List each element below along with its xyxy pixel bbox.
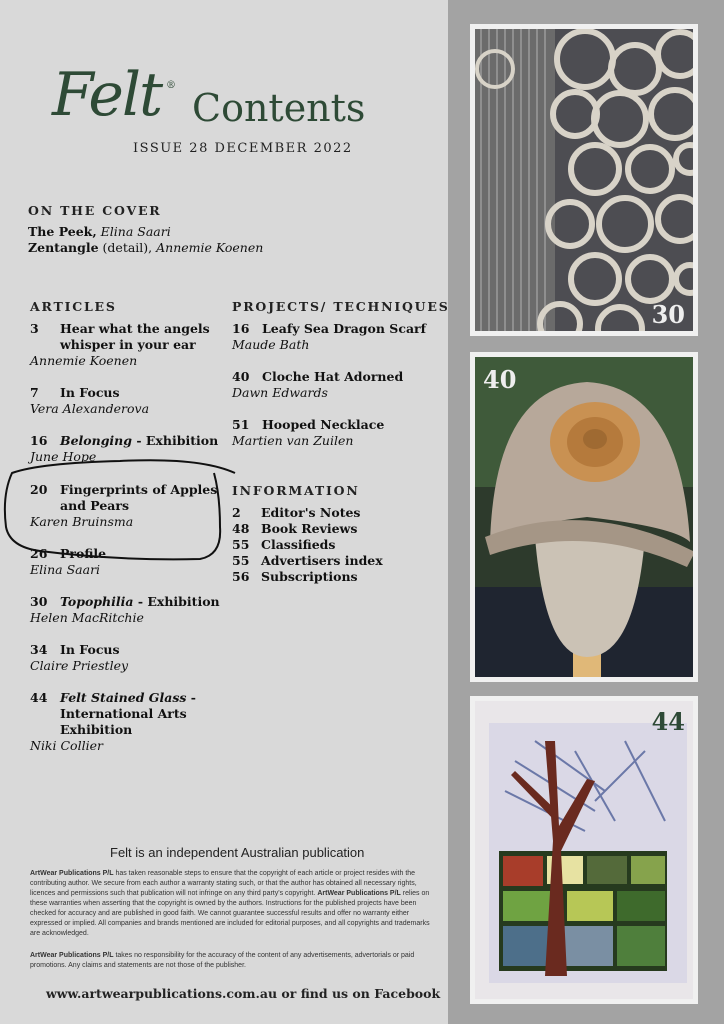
info-page: 2 <box>232 505 241 520</box>
project-author: Dawn Edwards <box>232 385 328 400</box>
article-page: 20 <box>30 482 48 497</box>
project-page: 16 <box>232 321 250 336</box>
info-entry[interactable] <box>232 569 432 585</box>
info-title: Subscriptions <box>261 569 358 584</box>
info-entry[interactable] <box>232 553 432 569</box>
photo-page-number: 30 <box>651 300 685 329</box>
issue-line: ISSUE 28 DECEMBER 2022 <box>133 141 353 156</box>
info-title: Advertisers index <box>261 553 383 568</box>
cover-photo-zentangle[interactable] <box>470 24 698 336</box>
article-title-italic: Belonging <box>60 433 133 448</box>
article-title-italic: Topophilia <box>60 594 134 609</box>
article-page: 26 <box>30 546 48 561</box>
cover-detail-note: (detail), <box>98 240 157 255</box>
article-title-italic: Felt Stained Glass <box>60 690 187 705</box>
felt-logo: Felt <box>52 60 162 130</box>
project-title: Cloche Hat Adorned <box>262 369 404 384</box>
info-title: Book Reviews <box>261 521 358 536</box>
publisher-name: ArtWear Publications P/L <box>30 870 114 877</box>
article-photo-stained-glass[interactable] <box>470 696 698 1004</box>
photo-page-number: 40 <box>483 365 517 394</box>
info-page: 55 <box>232 553 250 568</box>
article-title <box>60 690 196 706</box>
article-author: Helen MacRitchie <box>30 610 144 625</box>
article-author: Annemie Koenen <box>30 353 138 368</box>
article-page: 3 <box>30 321 39 336</box>
cover-heading: ON THE COVER <box>28 203 162 218</box>
info-title: Classifieds <box>261 537 336 552</box>
cover-work-title: The Peek, <box>28 224 97 239</box>
stained-glass-image <box>475 701 698 1004</box>
copyright-disclaimer <box>30 869 430 939</box>
project-entry[interactable] <box>232 369 432 403</box>
disclaimer-text: takes no responsibility for the accuracy of the content of any advertisements, advertorials or paid promotions. Any claims and statements are not those of the publisher. <box>30 952 415 969</box>
info-entry[interactable] <box>232 521 432 537</box>
project-author: Martien van Zuilen <box>232 433 354 448</box>
article-title: whisper in your ear <box>60 337 196 352</box>
project-entry[interactable] <box>232 321 432 355</box>
article-page: 34 <box>30 642 48 657</box>
article-author: Claire Priestley <box>30 658 129 673</box>
cloche-hat-image <box>475 357 698 682</box>
page-title: Contents <box>192 86 366 130</box>
project-entry[interactable] <box>232 417 432 451</box>
zentangle-image <box>475 29 698 336</box>
project-page: 40 <box>232 369 250 384</box>
cover-artist: Elina Saari <box>100 224 171 239</box>
cover-credit <box>28 240 263 255</box>
cover-credit <box>28 224 171 239</box>
article-author: Elina Saari <box>30 562 101 577</box>
article-title: In Focus <box>60 385 120 400</box>
article-page: 30 <box>30 594 48 609</box>
info-entry[interactable] <box>232 505 432 521</box>
article-entry[interactable] <box>30 690 230 756</box>
info-title: Editor's Notes <box>261 505 361 520</box>
article-title <box>60 433 218 449</box>
article-entry[interactable] <box>30 321 230 371</box>
publisher-name: ArtWear Publications P/L <box>317 890 401 897</box>
article-page: 16 <box>30 433 48 448</box>
article-page: 7 <box>30 385 39 400</box>
article-author: Karen Bruinsma <box>30 514 134 529</box>
info-entry[interactable] <box>232 537 432 553</box>
article-page: 44 <box>30 690 48 705</box>
advertising-disclaimer <box>30 951 430 971</box>
projects-heading: PROJECTS/ TECHNIQUES <box>232 299 450 314</box>
article-author: Niki Collier <box>30 738 103 753</box>
article-author: June Hope <box>30 449 97 464</box>
article-title: and Pears <box>60 498 130 513</box>
article-title-suffix: - Exhibition <box>133 594 220 609</box>
registered-mark: ® <box>166 80 176 91</box>
article-title: Exhibition <box>60 722 133 737</box>
project-title: Hooped Necklace <box>262 417 385 432</box>
cover-work-title: Zentangle <box>28 240 99 255</box>
information-heading: INFORMATION <box>232 483 360 498</box>
article-title-suffix: - Exhibition <box>132 433 219 448</box>
article-title: Hear what the angels <box>60 321 210 336</box>
project-photo-cloche-hat[interactable] <box>470 352 698 682</box>
article-author: Vera Alexanderova <box>30 401 150 416</box>
disclaimer-text: has taken reasonable steps to ensure that the copyright of each article or project resides with the contributing author. We secure from each author a warranty stating such, or that the author has obtained all necessary rights, licences and permissions such that publication will not infringe on any third party's copyright. <box>30 870 417 897</box>
article-entry[interactable] <box>30 642 230 676</box>
website-link[interactable]: www.artwearpublications.com.au or find us on Facebook <box>46 986 441 1001</box>
article-entry[interactable] <box>30 594 230 628</box>
article-title: Fingerprints of Apples <box>60 482 218 497</box>
article-entry[interactable] <box>30 546 230 580</box>
article-title <box>60 594 220 610</box>
project-author: Maude Bath <box>232 337 310 352</box>
article-title: In Focus <box>60 642 120 657</box>
project-page: 51 <box>232 417 250 432</box>
project-title: Leafy Sea Dragon Scarf <box>262 321 427 336</box>
disclaimer-text: relies on these warranties when asserting that the copyright is owned by the authors. Instructions for the published projects have been checked for accuracy and are published in good faith. We cannot guarantee successful results and offer no warranty either expressed or implied. All companies and brands mentioned are included for editorial purposes, and all copyrights and trademarks are acknowledged. <box>30 890 430 937</box>
cover-artist: Annemie Koenen <box>156 240 264 255</box>
info-page: 48 <box>232 521 250 536</box>
article-title-suffix: - <box>186 690 196 705</box>
photo-page-number: 44 <box>651 707 685 736</box>
article-entry[interactable] <box>30 385 230 419</box>
info-page: 55 <box>232 537 250 552</box>
article-title: International Arts <box>60 706 187 721</box>
tagline: Felt is an independent Australian publication <box>110 845 365 860</box>
articles-heading: ARTICLES <box>30 299 117 314</box>
info-page: 56 <box>232 569 250 584</box>
publisher-name: ArtWear Publications P/L <box>30 952 114 959</box>
article-title: Profile <box>60 546 107 561</box>
masthead <box>52 56 392 136</box>
